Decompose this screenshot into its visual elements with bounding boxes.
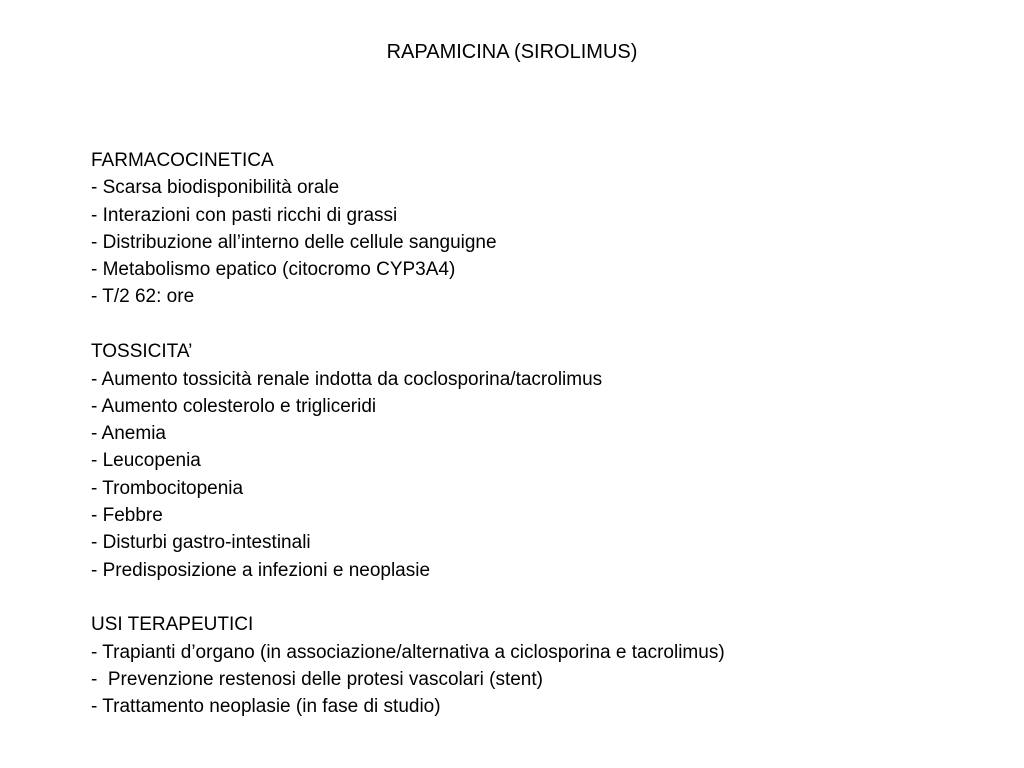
list-item: - Trattamento neoplasie (in fase di studio) <box>91 696 441 718</box>
list-item: - Interazioni con pasti ricchi di grassi <box>91 204 398 226</box>
list-item: - Distribuzione all’interno delle cellule sanguigne <box>91 231 497 253</box>
list-item: - Febbre <box>91 505 163 527</box>
list-item: - Metabolismo epatico (citocromo CYP3A4) <box>91 259 456 281</box>
section-tossicita <box>91 338 991 584</box>
section-heading: USI TERAPEUTICI <box>91 614 254 636</box>
list-item: - Scarsa biodisponibilità orale <box>91 177 340 199</box>
list-item: - Prevenzione restenosi delle protesi vascolari (stent) <box>91 669 543 691</box>
section-heading: TOSSICITA’ <box>91 341 193 363</box>
section-usi-terapeutici <box>91 611 991 720</box>
list-item: - Leucopenia <box>91 450 201 472</box>
list-item: - T/2 62: ore <box>91 286 195 308</box>
list-item: - Predisposizione a infezioni e neoplasie <box>91 559 431 581</box>
section-farmacocinetica <box>91 147 991 311</box>
list-item: - Aumento tossicità renale indotta da coclosporina/tacrolimus <box>91 368 603 390</box>
slide-body <box>91 147 991 748</box>
section-heading: FARMACOCINETICA <box>91 150 274 171</box>
list-item: - Disturbi gastro-intestinali <box>91 532 311 554</box>
slide-title: RAPAMICINA (SIROLIMUS) <box>386 41 638 63</box>
list-item: - Anemia <box>91 423 166 445</box>
list-item: - Aumento colesterolo e trigliceridi <box>91 395 377 417</box>
list-item: - Trapianti d’organo (in associazione/alternativa a ciclosporina e tacrolimus) <box>91 641 725 663</box>
list-item: - Trombocitopenia <box>91 477 244 499</box>
